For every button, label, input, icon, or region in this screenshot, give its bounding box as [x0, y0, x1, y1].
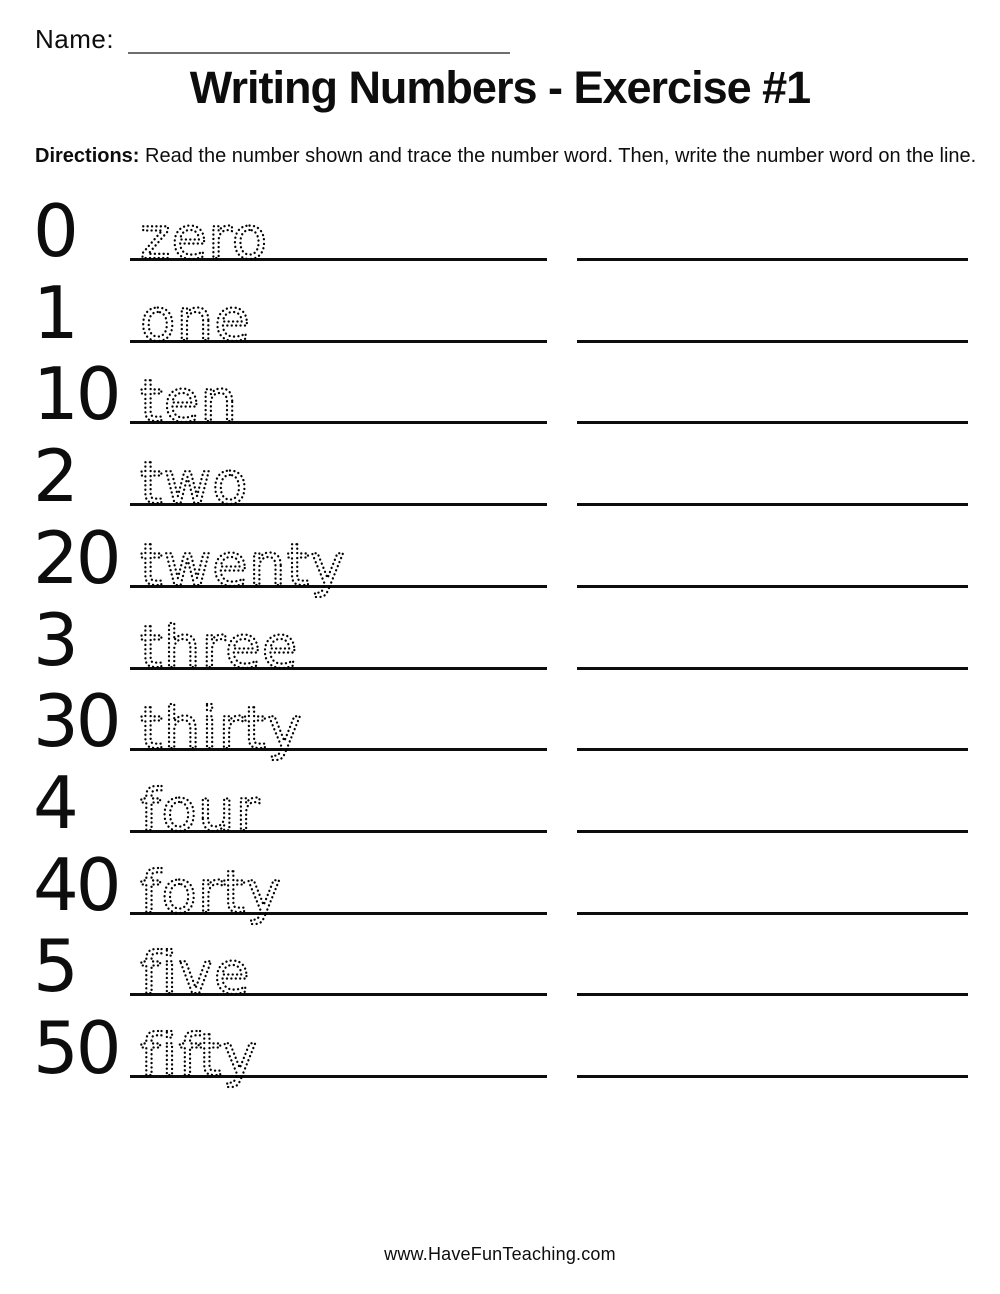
row-number: 1 [33, 270, 76, 355]
row-number: 0 [33, 188, 76, 273]
svg-text:ten: ten [140, 367, 239, 435]
worksheet-row [0, 914, 1000, 1008]
worksheet-row [0, 669, 1000, 763]
name-label: Name: [35, 24, 115, 54]
row-number: 50 [33, 1005, 119, 1090]
svg-text:two: two [140, 449, 249, 517]
answer-line [577, 1075, 968, 1078]
svg-text:thirty: thirty [140, 694, 303, 762]
row-number: 3 [33, 597, 76, 682]
footer-url: www.HaveFunTeaching.com [384, 1244, 616, 1264]
svg-text:fifty: fifty [140, 1021, 258, 1089]
worksheet-row [0, 751, 1000, 845]
svg-text:forty: forty [140, 858, 282, 926]
directions-text: Read the number shown and trace the number word. Then, write the number word on the line. [139, 145, 977, 167]
name-row [35, 26, 510, 54]
worksheet-row [0, 342, 1000, 436]
row-number: 40 [33, 842, 119, 927]
worksheet-row [0, 996, 1000, 1090]
row-number: 2 [33, 433, 76, 518]
worksheet-row [0, 261, 1000, 355]
svg-text:twenty: twenty [140, 531, 346, 599]
worksheet-row [0, 833, 1000, 927]
worksheet-row [0, 179, 1000, 273]
svg-text:four: four [140, 776, 261, 844]
svg-text:zero: zero [140, 204, 269, 272]
row-number: 20 [33, 515, 119, 600]
row-number: 4 [33, 760, 76, 845]
name-blank-line [128, 30, 510, 54]
row-number: 30 [33, 678, 119, 763]
row-number: 5 [33, 923, 76, 1008]
svg-text:three: three [140, 613, 299, 681]
directions [35, 143, 975, 169]
row-number: 10 [33, 351, 119, 436]
svg-text:five: five [140, 939, 251, 1007]
page-title: Writing Numbers - Exercise #1 [189, 62, 811, 113]
svg-text:one: one [140, 286, 251, 354]
worksheet-row [0, 424, 1000, 518]
worksheet-row [0, 506, 1000, 600]
directions-label: Directions: [35, 145, 140, 167]
worksheet-row [0, 588, 1000, 682]
traced-word [132, 995, 562, 1095]
